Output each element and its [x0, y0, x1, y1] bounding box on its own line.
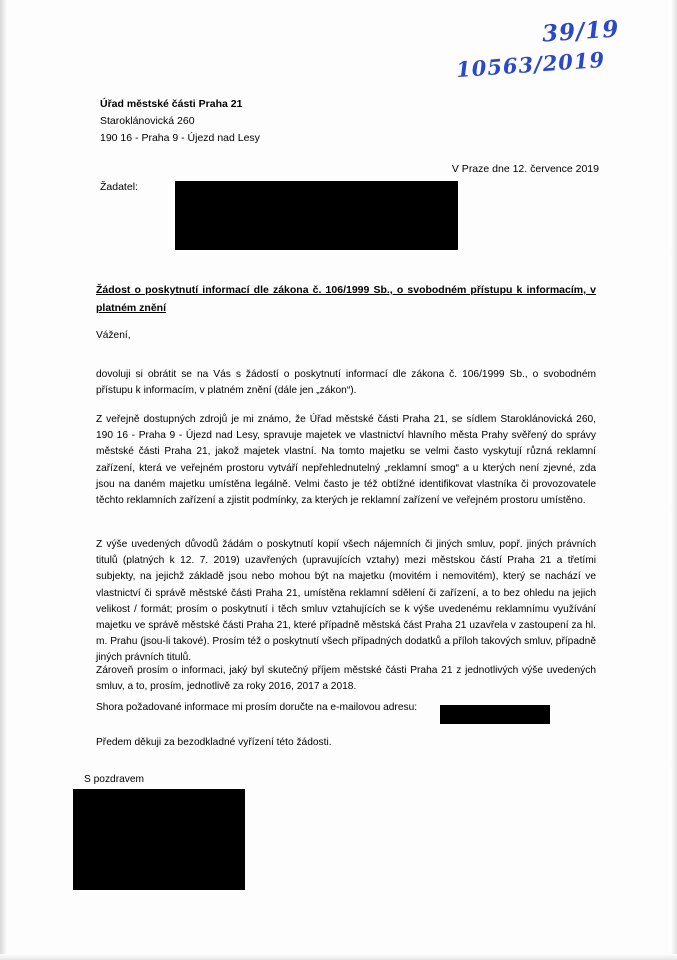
paragraph-public-sources: Z veřejně dostupných zdrojů je mi známo, že Úřad městské části Praha 21, se sídlem Staroklánovická 260, 190 16 - Praha 9 - Újezd nad Lesy, spravuje majetek ve vlastnictví hlavního města Prahy svěřený do správy městské části Praha 21, jakož majetek vlastní. Na tomto majetku se velmi často vyskytují různá reklamní zařízení, která ve veřejném prostoru vytváří nepřehlednutelný „reklamní smog“ a u kterých není zjevné, zda jsou na daném majetku umístěna legálně. Velmi často je též obtížné identifikovat vlastníka či provozovatele těchto reklamních zařízení a zjistit podmínky, za kterých je reklamní zařízení ve veřejném prostoru umístěno.	[96, 414, 596, 507]
handwritten-reference-number: 10563/2019	[455, 46, 606, 83]
place-and-date: V Praze dne 12. července 2019	[451, 163, 599, 175]
applicant-label: Žadatel:	[100, 181, 138, 193]
handwritten-number-stamp: 39/19	[540, 15, 620, 48]
sender-street: Staroklánovická 260	[100, 115, 195, 127]
document-title: Žádost o poskytnutí informací dle zákona č. 106/1999 Sb., o svobodném přístupu k informacím, v platném znění	[96, 284, 596, 314]
scan-edge-left	[0, 0, 7, 960]
redaction-applicant-block	[175, 181, 458, 250]
scan-edge-bottom	[0, 954, 677, 960]
sender-city: 190 16 - Praha 9 - Újezd nad Lesy	[100, 132, 260, 144]
sender-office-name: Úřad městské části Praha 21	[100, 98, 243, 110]
paragraph-greeting: Vážení,	[96, 330, 131, 341]
paragraph-intro: dovoluji si obrátit se na Vás s žádostí o poskytnutí informací dle zákona č. 106/1999 Sb., o svobodném přístupu k informacím, v platném znění (dále jen „zákon“).	[96, 369, 596, 397]
sender-address-block	[100, 96, 260, 147]
paragraph-regards: S pozdravem	[84, 774, 145, 785]
paragraph-delivery: Shora požadované informace mi prosím doručte na e-mailovou adresu:	[96, 702, 418, 713]
redaction-email-address	[440, 705, 550, 724]
redaction-signature-block	[73, 789, 245, 890]
paragraph-request: Z výše uvedených důvodů žádám o poskytnutí kopií všech nájemních či jiných smluv, popř. jiných právních titulů (platných k 12. 7. 2019) uzavřených (upravujících vztahy) mezi městskou částí Praha 21 a třetími subjekty, na jejichž základě jsou nebo mohou být na majetku (movitém i nemovitém), který se nachází ve vlastnictví či správě městské části Praha 21, umístěna reklamní sdělení či zařízení, a to bez ohledu na jejich velikost / formát; prosím o poskytnutí i těch smluv vztahujících se k výše uvedenému reklamnímu využívání majetku ve správě městské části Praha 21, které případně městská část Praha 21 uzavřela v zastoupení za hl. m. Prahu (jsou-li takové). Prosím též o poskytnutí všech případných dodatků a příloh takových smluv, případně jiných právních titulů.	[96, 539, 596, 664]
scan-edge-right	[671, 0, 677, 960]
paragraph-income: Zároveň prosím o informaci, jaký byl skutečný příjem městské části Praha 21 z jednotlivých výše uvedených smluv, a to, prosím, jednotlivě za roky 2016, 2017 a 2018.	[96, 665, 596, 693]
paragraph-thanks: Předem děkuji za bezodkladné vyřízení této žádosti.	[96, 737, 332, 748]
